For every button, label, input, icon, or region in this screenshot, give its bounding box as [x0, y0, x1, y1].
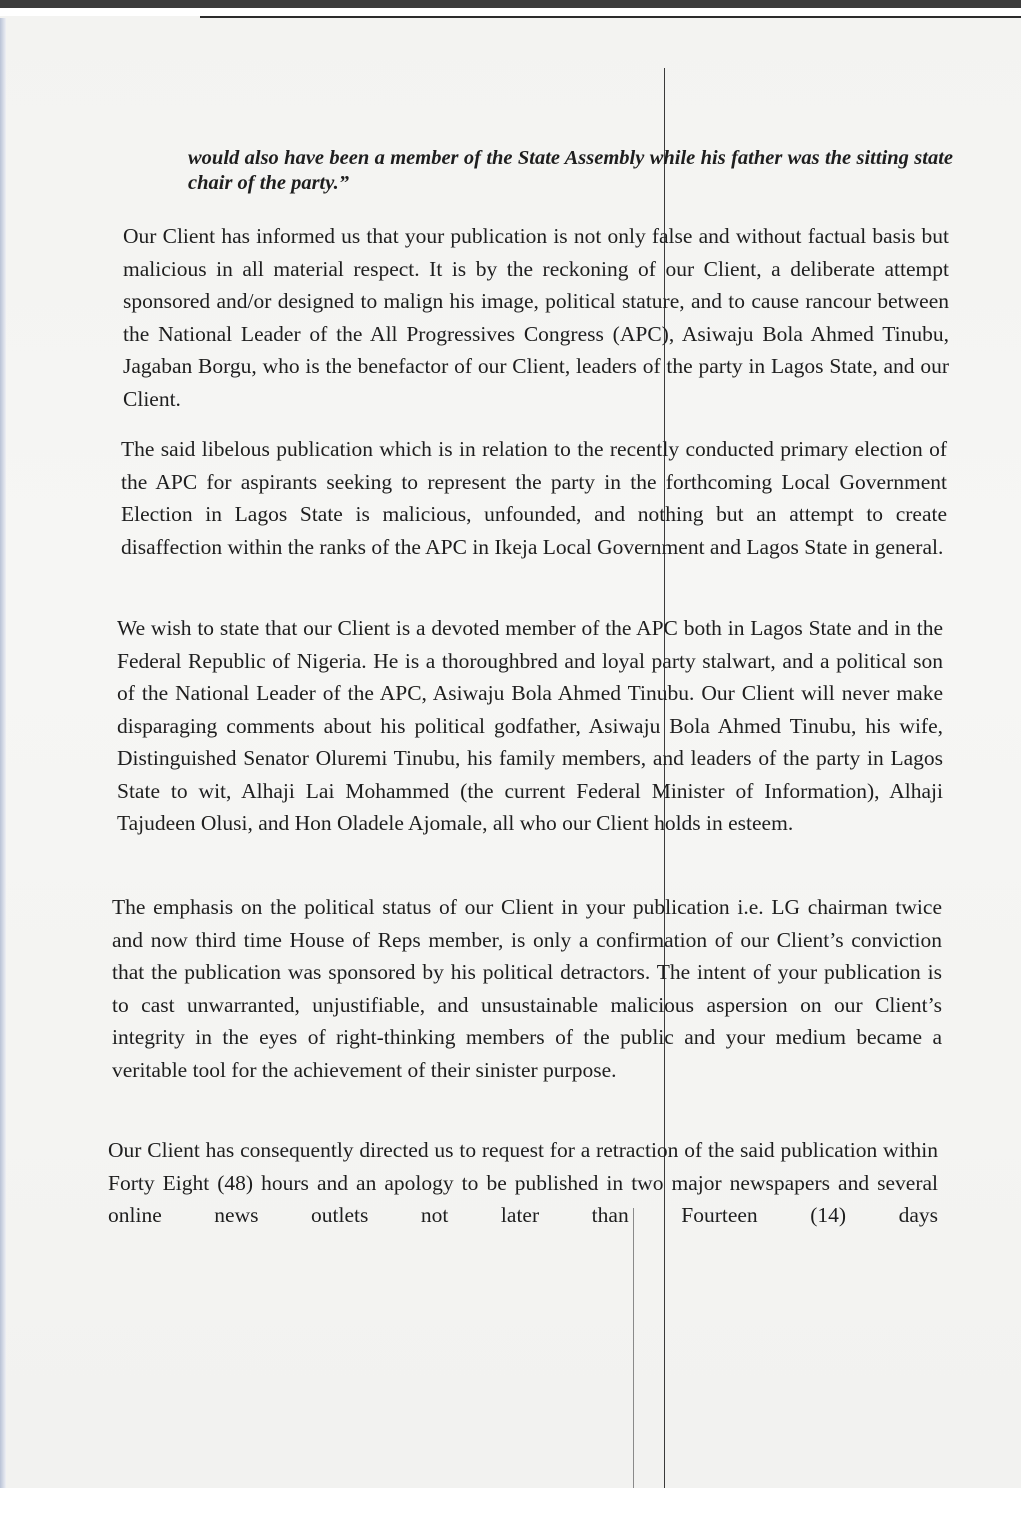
paragraph-political-status: The emphasis on the political status of our Client in your publication i.e. LG chairman twice and now third time House of Reps member, is only a confirmation of our Client’s conviction that the publication was sponsored by his political detractors. The intent of your publication is to cast unwarranted, unjustifiable, and unsustainable malicious aspersion on our Client’s integrity in the eyes of right-thinking members of the public and your medium became a veritable tool for the achievement of their sinister purpose. — [112, 895, 942, 1082]
paragraph-devoted-member: We wish to state that our Client is a devoted member of the APC both in Lagos State and in the Federal Republic of Nigeria. He is a thoroughbred and loyal party stalwart, and a political son of the National Leader of the APC, Asiwaju Bola Ahmed Tinubu. Our Client will never make disparaging comments about his political godfather, Asiwaju Bola Ahmed Tinubu, his wife, Distinguished Senator Oluremi Tinubu, his family members, and leaders of the party in Lagos State to wit, Alhaji Lai Mohammed (the current Federal Minister of Information), Alhaji Tajudeen Olusi, and Hon Oladele Ajomale, all who our Client holds in esteem. — [117, 616, 943, 835]
page-top-fold — [0, 8, 1021, 16]
scanned-letter-page — [0, 8, 1021, 1488]
paragraph-retraction-request: Our Client has consequently directed us to request for a retraction of the said publication within Forty Eight (48) hours and an apology to be published in two major newspapers and several online news outlets not later than Fourteen (14) days — [108, 1138, 938, 1227]
paragraph-client-informed: Our Client has informed us that your publication is not only false and without factual basis but malicious in all material respect. It is by the reckoning of our Client, a deliberate attempt sponsored and/or designed to malign his image, political stature, and to cause rancour between the National Leader of the All Progressives Congress (APC), Asiwaju Bola Ahmed Tinubu, Jagaban Borgu, who is the benefactor of our Client, leaders of the party in Lagos State, and our Client. — [123, 224, 949, 411]
page-bottom-margin — [0, 1488, 1021, 1515]
page-top-shadow — [200, 16, 1021, 18]
paragraph-libelous-publication: The said libelous publication which is in relation to the recently conducted primary election of the APC for aspirants seeking to represent the party in the forthcoming Local Government Election in Lagos State is malicious, unfounded, and nothing but an attempt to create disaffection within the ranks of the APC in Ikeja Local Government and Lagos State in general. — [121, 437, 947, 559]
quoted-excerpt: would also have been a member of the State Assembly while his father was the sitting state chair of the party.” — [188, 147, 953, 194]
page-left-edge — [0, 18, 6, 1488]
paper-fold-line-secondary — [633, 1208, 634, 1488]
